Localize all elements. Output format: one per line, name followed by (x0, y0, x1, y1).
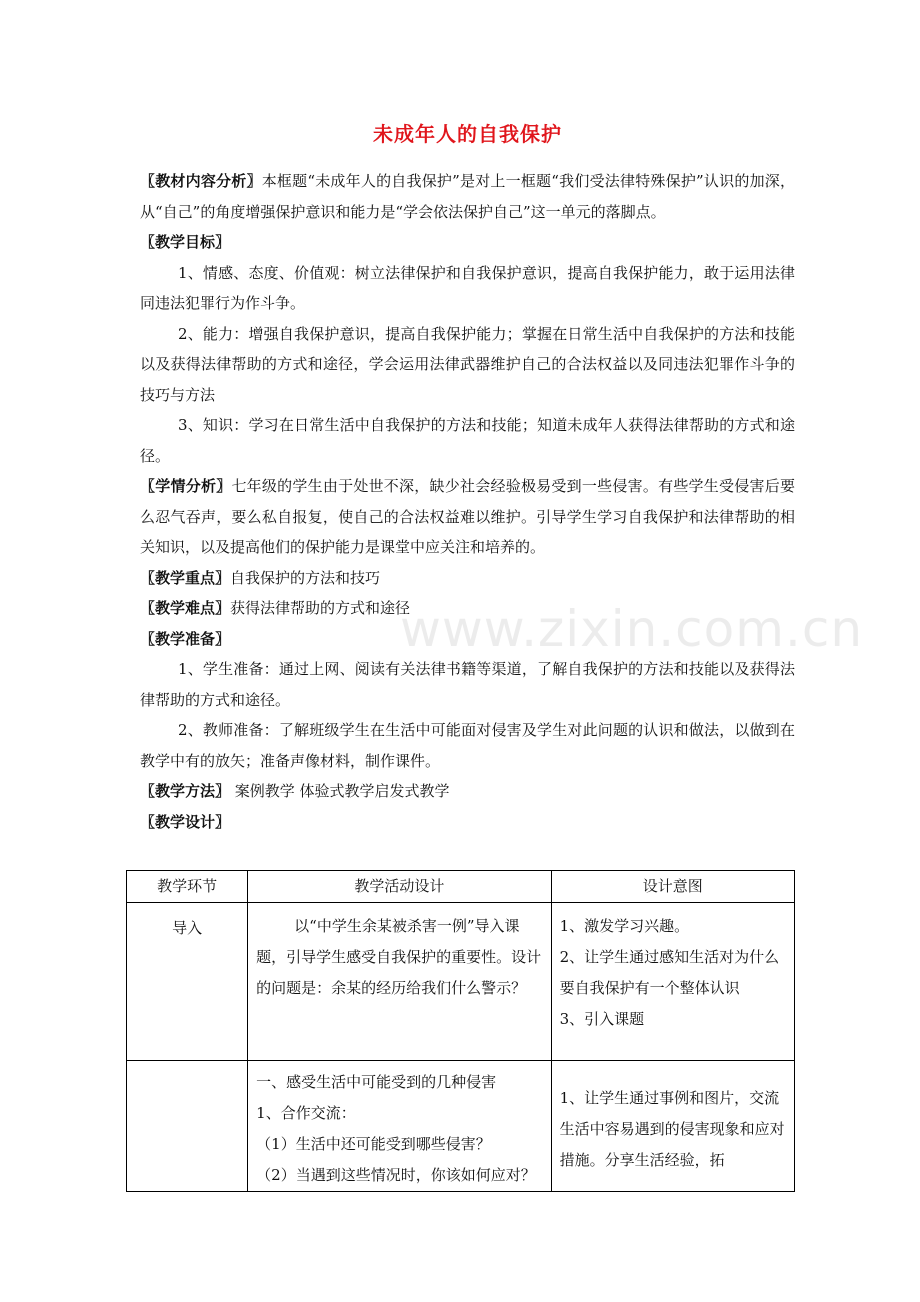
difficulty (140, 593, 795, 624)
learner-text: 七年级的学生由于处世不深，缺少社会经验极易受到一些侵害。有些学生受侵害后要么忍气吞声，要么私自报复，使自己的合法权益难以维护。引导学生学习自我保护和法律帮助的相关知识，以及提高他们的保护能力是课堂中应关注和培养的。 (140, 477, 795, 556)
material-label: 〖教材内容分析〗 (140, 172, 262, 190)
header-activity: 教学活动设计 (248, 871, 551, 903)
activity-line: 以“中学生余某被杀害一例”导入课题，引导学生感受自我保护的重要性。设计的问题是：余某的经历给我们什么警示？ (256, 917, 542, 997)
stage-cell (127, 1061, 248, 1192)
goal-item: 1、情感、态度、价值观：树立法律保护和自我保护意识，提高自我保护能力，敢于运用法律同违法犯罪行为作斗争。 (140, 263, 795, 312)
intent-line: 2、让学生通过感知生活对为什么要自我保护有一个整体认识 (559, 948, 780, 997)
prep-item: 1、学生准备：通过上网、阅读有关法律书籍等渠道，了解自我保护的方法和技能以及获得法律帮助的方式和途径。 (140, 660, 795, 709)
difficulty-label: 〖教学难点〗 (140, 599, 231, 617)
goal-item: 3、知识：学习在日常生活中自我保护的方法和技能；知道未成年人获得法律帮助的方式和途径。 (140, 416, 795, 465)
prep-item: 2、教师准备：了解班级学生在生活中可能面对侵害及学生对此问题的认识和做法，以做到在教学中有的放矢；准备声像材料，制作课件。 (140, 721, 795, 770)
watermark: www.zixin.com.cn (400, 600, 864, 658)
design-heading: 〖教学设计〗 (140, 812, 231, 831)
material-analysis (140, 166, 795, 227)
activity-line: （2）当遇到这些情况时，你该如何应对？ (256, 1166, 536, 1184)
key-point-label: 〖教学重点〗 (140, 568, 231, 587)
table-row (127, 1061, 795, 1192)
key-point-text: 自我保护的方法和技巧 (230, 568, 381, 587)
stage-cell: 导入 (127, 903, 248, 1061)
table-row (127, 903, 795, 1061)
teaching-method (140, 776, 795, 807)
intent-line: 1、激发学习兴趣。 (559, 917, 690, 935)
activity-cell (248, 1061, 551, 1192)
prep-heading: 〖教学准备〗 (140, 629, 231, 648)
header-stage: 教学环节 (127, 871, 248, 903)
design-table (126, 870, 795, 1192)
learner-label: 〖学情分析〗 (140, 477, 232, 495)
goal-item: 2、能力：增强自我保护意识，提高自我保护能力；掌握在日常生活中自我保护的方法和技能以及获得法律帮助的方式和途径，学会运用法律武器维护自己的合法权益以及同违法犯罪作斗争的技巧与方法 (140, 324, 795, 404)
difficulty-text: 获得法律帮助的方式和途径 (230, 599, 411, 617)
learner-analysis (140, 471, 795, 563)
table-header-row (127, 871, 795, 903)
method-label: 〖教学方法〗 (140, 782, 231, 800)
intent-line: 1、让学生通过事例和图片，交流生活中容易遇到的侵害现象和应对措施。分享生活经验，拓 (559, 1089, 785, 1169)
document-body (140, 166, 795, 837)
key-point (140, 563, 795, 594)
header-intent: 设计意图 (551, 871, 794, 903)
activity-cell (248, 903, 551, 1061)
intent-cell (551, 1061, 794, 1192)
goals-heading: 〖教学目标〗 (140, 233, 231, 251)
intent-line: 3、引入课题 (559, 1010, 645, 1028)
material-text: 本框题“未成年人的自我保护”是对上一框题“我们受法律特殊保护”认识的加深，从“自己”的角度增强保护意识和能力是“学会依法保护自己”这一单元的落脚点。 (140, 172, 795, 221)
activity-line: 一、感受生活中可能受到的几种侵害 (256, 1073, 497, 1091)
method-text: 案例教学 体验式教学启发式教学 (230, 782, 450, 800)
activity-line: （1）生活中还可能受到哪些侵害？ (256, 1135, 491, 1153)
activity-line: 1、合作交流： (256, 1104, 356, 1122)
intent-cell (551, 903, 794, 1061)
document-title: 未成年人的自我保护 (373, 122, 562, 146)
